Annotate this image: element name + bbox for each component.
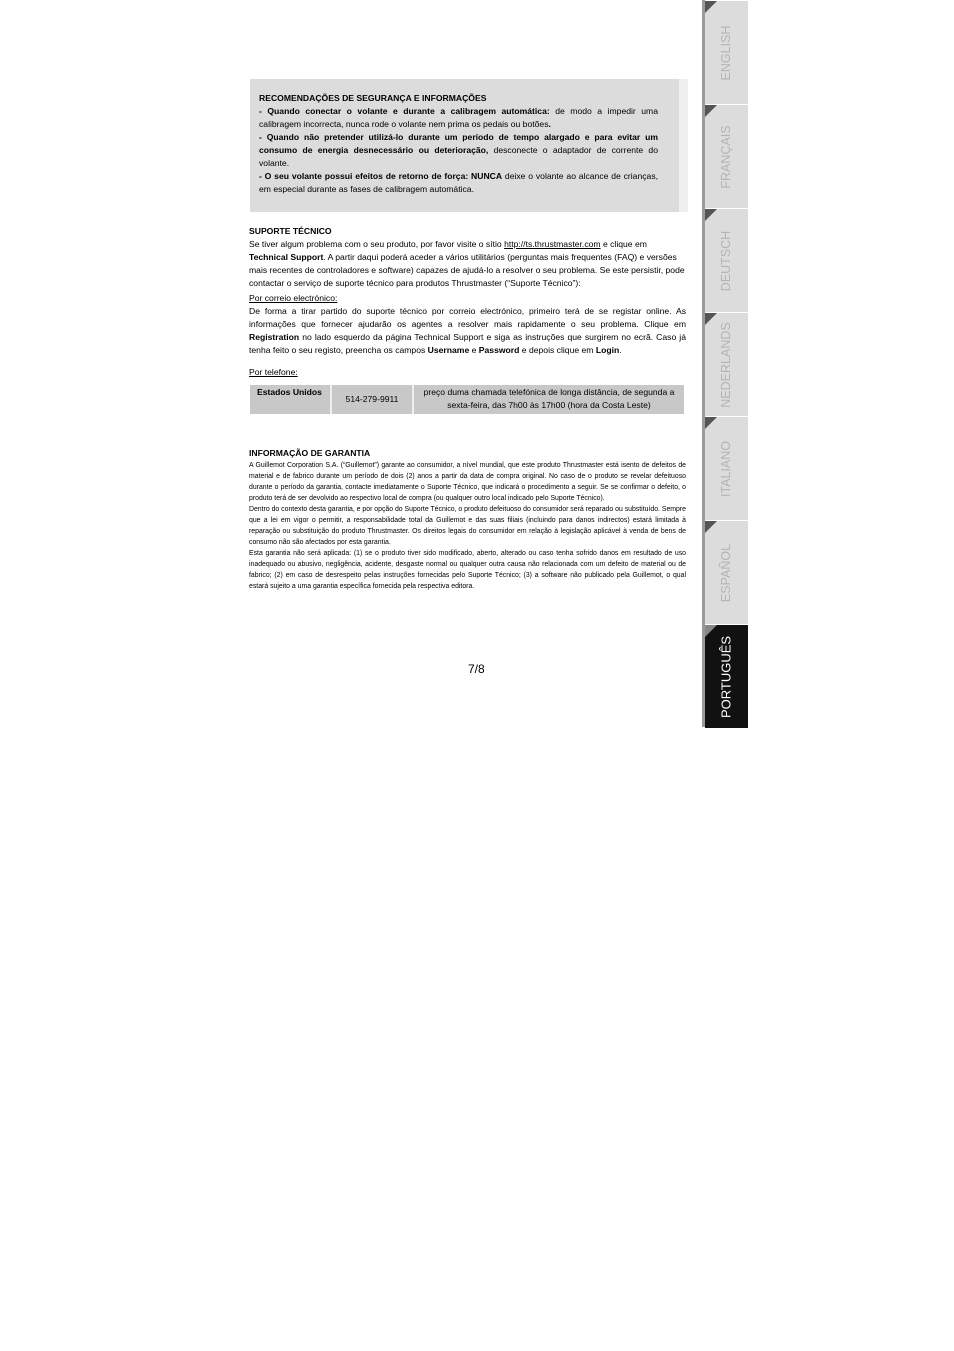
phone-description: preço duma chamada telefónica de longa distância, de segunda a sexta-feira, das 7h00 às 17h00 (hora da Costa Leste)	[423, 387, 675, 410]
warranty-paragraph-3: Esta garantia não será aplicada: (1) se o produto tiver sido modificado, aberto, alterado ou caso tenha sofrido danos em resultado de uso inadequado ou abusivo, negligência, acidente, desgaste normal ou qualquer outra causa não relacionada com um defeito de material ou de fabrico; (2) em caso de desrespeito pelas instruções fornecidas pelo Suporte Técnico; (3) a software não publicado pela Guillemot, o qual estará sujeito a uma garantia específica fornecida pela respectiva editora.	[249, 550, 686, 590]
phone-number: 514-279-9911	[345, 394, 399, 404]
warranty-paragraph-1: A Guillemot Corporation S.A. (“Guillemot”) garante ao consumidor, a nível mundial, que este produto Thrustmaster está isento de defeitos de material e de fabrico durante um período de dois (2) anos a partir da data de compra original. No caso de o produto se revelar defeituoso durante o período da garantia, contacte imediatamente o Suporte Técnico, que indicará o procedimento a seguir. Se se confirmar o defeito, o produto terá de ser devolvido ao respectivo local de compra (ou qualquer outro local indicado pelo Suporte Técnico).	[249, 462, 686, 502]
tab-portugues[interactable]: PORTUGUÊS	[705, 625, 748, 728]
phone-table	[250, 385, 684, 414]
tab-english[interactable]: ENGLISH	[705, 1, 748, 104]
warranty-title: INFORMAÇÃO DE GARANTIA	[249, 448, 371, 458]
email-instructions: De forma a tirar partido do suporte técnico por correio electrónico, primeiro terá de se registar online. As informações que fornecer ajudarão os agentes a resolver mais rapidamente o seu problema. Clique em Registration no lado esquerdo da página Technical Support e siga as instruções que surgirem no ecrã. Caso já tenha feito o seu registo, preencha os campos Username e Password e depois clique em Login.	[249, 306, 686, 355]
tab-francais[interactable]: FRANÇAIS	[705, 105, 748, 208]
email-heading: Por correio electrónico:	[249, 293, 338, 303]
support-section	[249, 225, 686, 379]
warranty-section	[249, 447, 686, 592]
page-number: 7/8	[468, 662, 485, 676]
tab-deutsch[interactable]: DEUTSCH	[705, 209, 748, 312]
tab-espanol[interactable]: ESPAÑOL	[705, 521, 748, 624]
tab-nederlands[interactable]: NEDERLANDS	[705, 313, 748, 416]
phone-heading: Por telefone:	[249, 367, 298, 377]
tab-italiano[interactable]: ITALIANO	[705, 417, 748, 520]
safety-item-power: - Quando não pretender utilizá-lo durante um período de tempo alargado e para evitar um consumo de energia desnecessário ou deterioração, desconecte o adaptador de corrente do volante.	[259, 132, 658, 168]
safety-box-edge	[679, 79, 688, 212]
safety-title: RECOMENDAÇÕES DE SEGURANÇA E INFORMAÇÕES	[259, 93, 487, 103]
safety-item-connect: - Quando conectar o volante e durante a calibragem automática: de modo a impedir uma calibragem incorrecta, nunca rode o volante nem prima os pedais ou botões.	[259, 106, 658, 129]
safety-content	[259, 92, 658, 196]
support-title: SUPORTE TÉCNICO	[249, 226, 332, 236]
warranty-paragraph-2: Dentro do contexto desta garantia, e por opção do Suporte Técnico, o produto defeituoso do consumidor será reparado ou substituído. Sempre que a lei em vigor o permitir, a responsabilidade total da Guillemot e das suas filiais (incluindo para danos indirectos) estará limitada à reparação ou substituição do produto Thrustmaster. Os direitos legais do consumidor em relação à legislação aplicável à venda de bens de consumo não são afectados por esta garantia.	[249, 506, 686, 546]
safety-box	[250, 79, 688, 212]
support-intro: Se tiver algum problema com o seu produto, por favor visite o sítio http://ts.thrustmaster.com e clique em Technical Support. A partir daqui poderá aceder a vários utilitários (perguntas mais frequentes (FAQ) e versões mais recentes de controladores e software) capazes de ajudá-lo a resolver o seu problema. Se este persistir, pode contactar o serviço de suporte técnico para produtos Thrustmaster (“Suporte Técnico”):	[249, 239, 685, 288]
language-tabs	[702, 0, 748, 727]
phone-country: Estados Unidos	[257, 387, 322, 397]
support-site-link[interactable]: http://ts.thrustmaster.com	[504, 239, 601, 249]
safety-item-forcefeedback: - O seu volante possui efeitos de retorno de força: NUNCA deixe o volante ao alcance de crianças, em especial durante as fases de calibragem automática.	[259, 171, 658, 194]
